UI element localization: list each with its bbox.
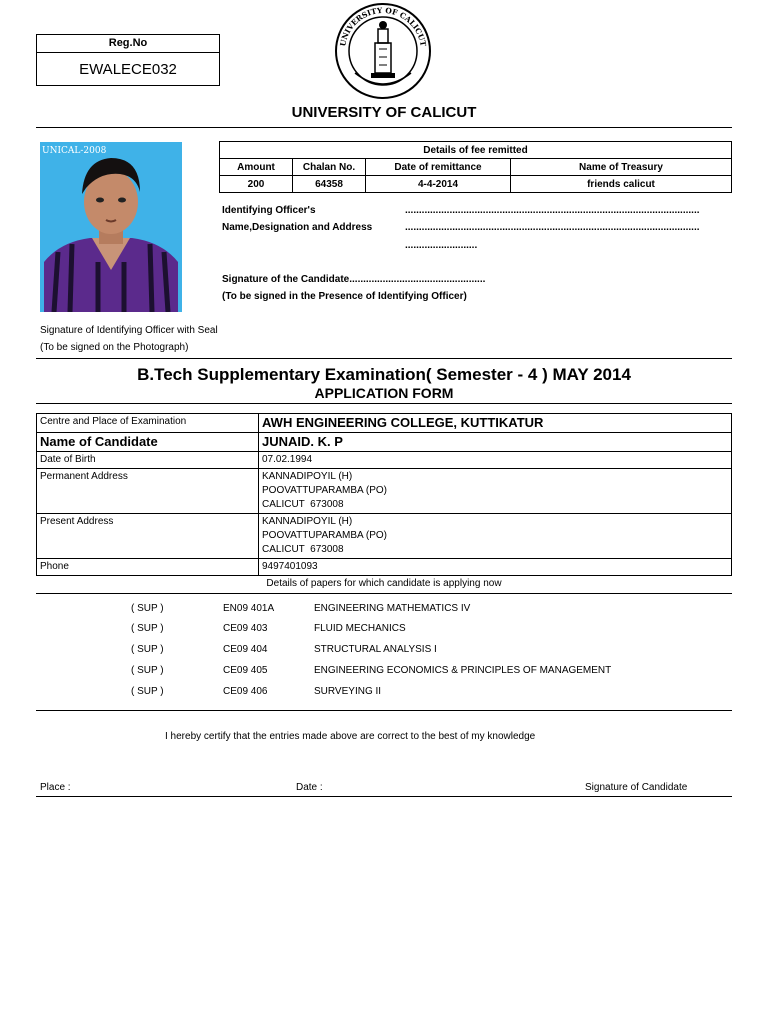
paper-code: EN09 401A bbox=[223, 603, 275, 614]
candidate-photo bbox=[40, 142, 182, 312]
paper-type: ( SUP ) bbox=[131, 644, 164, 655]
table-row bbox=[37, 433, 732, 452]
divider bbox=[36, 593, 732, 594]
table-row bbox=[37, 414, 732, 433]
place-label: Place : bbox=[40, 782, 71, 793]
fee-table-title: Details of fee remitted bbox=[220, 142, 732, 159]
paper-code: CE09 406 bbox=[223, 686, 268, 697]
university-seal-logo bbox=[333, 3, 433, 99]
table-row bbox=[37, 514, 732, 559]
fee-date: 4-4-2014 bbox=[366, 176, 511, 193]
certification-statement: I hereby certify that the entries made above are correct to the best of my knowledge bbox=[165, 731, 536, 742]
svg-text:UNICAL-2008: UNICAL-2008 bbox=[42, 146, 107, 156]
address-line: POOVATTUPARAMBA (PO) bbox=[262, 485, 388, 496]
address-line: CALICUT 673008 bbox=[262, 499, 344, 510]
centre-value: AWH ENGINEERING COLLEGE, KUTTIKATUR bbox=[259, 414, 732, 433]
officer-label-2: Name,Designation and Address bbox=[222, 222, 373, 233]
dob-value: 07.02.1994 bbox=[259, 452, 732, 469]
present-address-label: Present Address bbox=[37, 514, 259, 559]
paper-code: CE09 404 bbox=[223, 644, 268, 655]
paper-type: ( SUP ) bbox=[131, 665, 164, 676]
officer-dots-1: .......................................................................................................... bbox=[405, 205, 700, 216]
reg-no-label: Reg.No bbox=[37, 35, 219, 53]
seal-signature-note: (To be signed on the Photograph) bbox=[40, 342, 189, 353]
officer-label-1: Identifying Officer's bbox=[222, 205, 316, 216]
paper-name: ENGINEERING ECONOMICS & PRINCIPLES OF MANAGEMENT bbox=[314, 665, 612, 676]
dob-label: Date of Birth bbox=[37, 452, 259, 469]
fee-header-chalan: Chalan No. bbox=[293, 159, 366, 176]
signature-label: Signature of Candidate bbox=[585, 782, 688, 793]
divider bbox=[36, 710, 732, 711]
paper-type: ( SUP ) bbox=[131, 603, 164, 614]
divider bbox=[36, 358, 732, 359]
address-line: POOVATTUPARAMBA (PO) bbox=[262, 530, 388, 541]
paper-code: CE09 405 bbox=[223, 665, 268, 676]
paper-name: FLUID MECHANICS bbox=[314, 623, 406, 634]
fee-treasury: friends calicut bbox=[511, 176, 732, 193]
university-name: UNIVERSITY OF CALICUT bbox=[291, 104, 477, 121]
present-address-value bbox=[259, 514, 732, 559]
table-row bbox=[37, 559, 732, 576]
reg-no-value: EWALECE032 bbox=[79, 61, 177, 78]
divider bbox=[36, 127, 732, 128]
paper-type: ( SUP ) bbox=[131, 623, 164, 634]
officer-dots-2: .......................................................................................................... bbox=[405, 222, 700, 233]
officer-dots-3: .......................... bbox=[405, 240, 478, 251]
papers-title: Details of papers for which candidate is applying now bbox=[266, 578, 502, 589]
centre-label: Centre and Place of Examination bbox=[37, 414, 259, 433]
seal-signature-line: Signature of Identifying Officer with Seal bbox=[40, 325, 218, 336]
fee-table bbox=[219, 141, 732, 193]
name-value: JUNAID. K. P bbox=[259, 433, 732, 452]
candidate-signature-note: (To be signed in the Presence of Identifying Officer) bbox=[222, 291, 467, 302]
paper-type: ( SUP ) bbox=[131, 686, 164, 697]
table-row bbox=[37, 452, 732, 469]
svg-text:UNIVERSITY OF CALICUT: UNIVERSITY OF CALICUT bbox=[338, 5, 428, 48]
candidate-details-table bbox=[36, 413, 732, 576]
form-title: APPLICATION FORM bbox=[314, 385, 454, 401]
paper-code: CE09 403 bbox=[223, 623, 268, 634]
address-line: KANNADIPOYIL (H) bbox=[262, 471, 353, 482]
date-label: Date : bbox=[296, 782, 323, 793]
paper-name: SURVEYING II bbox=[314, 686, 382, 697]
reg-no-box bbox=[36, 34, 220, 86]
table-row bbox=[37, 469, 732, 514]
divider bbox=[36, 403, 732, 404]
fee-header-amount: Amount bbox=[220, 159, 293, 176]
paper-name: ENGINEERING MATHEMATICS IV bbox=[314, 603, 471, 614]
fee-chalan-no: 64358 bbox=[293, 176, 366, 193]
fee-header-treasury: Name of Treasury bbox=[511, 159, 732, 176]
name-label: Name of Candidate bbox=[37, 433, 259, 452]
fee-header-date: Date of remittance bbox=[366, 159, 511, 176]
candidate-signature-line: Signature of the Candidate................................................. bbox=[222, 274, 486, 285]
exam-title: B.Tech Supplementary Examination( Semester - 4 ) MAY 2014 bbox=[137, 365, 631, 384]
address-line: CALICUT 673008 bbox=[262, 544, 344, 555]
phone-label: Phone bbox=[37, 559, 259, 576]
address-line: KANNADIPOYIL (H) bbox=[262, 516, 353, 527]
fee-amount: 200 bbox=[220, 176, 293, 193]
paper-name: STRUCTURAL ANALYSIS I bbox=[314, 644, 437, 655]
phone-value: 9497401093 bbox=[259, 559, 732, 576]
permanent-address-value bbox=[259, 469, 732, 514]
divider bbox=[36, 796, 732, 797]
permanent-address-label: Permanent Address bbox=[37, 469, 259, 514]
